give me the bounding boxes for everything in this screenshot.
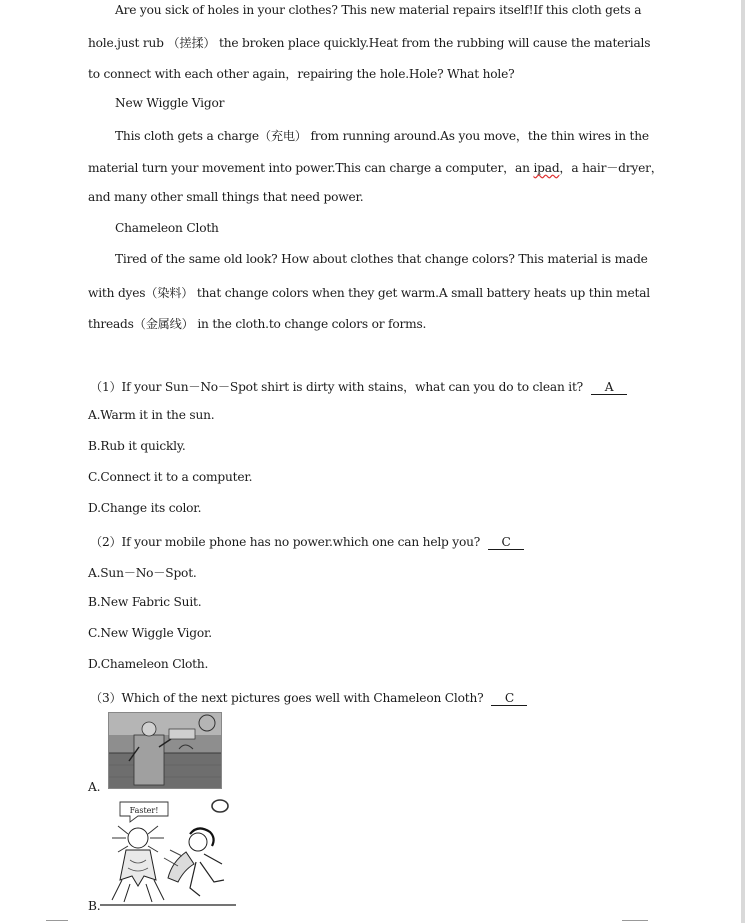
speech-text: Faster! <box>129 806 159 815</box>
option-d: D.Change its color. <box>88 501 202 515</box>
option-a: A. <box>88 780 101 794</box>
option-a: A.Warm it in the sun. <box>88 408 215 422</box>
picture-a-illustration <box>109 713 221 788</box>
option-b: B.Rub it quickly. <box>88 439 186 453</box>
page-corner-mark <box>622 920 648 921</box>
passage-line: to connect with each other again，repairing the hole.Hole? What hole? <box>88 67 515 81</box>
picture-b-illustration <box>100 798 236 906</box>
option-d: D.Chameleon Cloth. <box>88 657 209 671</box>
text-segment: ，a hair－dryer， <box>559 161 663 175</box>
question-stem <box>90 533 524 550</box>
passage-line: Are you sick of holes in your clothes? This new material repairs itself!If this cloth gets a <box>115 3 642 17</box>
question-text: （2）If your mobile phone has no power.which one can help you? <box>90 535 481 549</box>
question-text: （1）If your Sun－No－Spot shirt is dirty with stains，what can you do to clean it? <box>90 380 584 394</box>
passage-line: This cloth gets a charge（充电） from running around.As you move，the thin wires in the <box>115 129 649 143</box>
page-corner-mark <box>46 920 68 921</box>
section-heading: New Wiggle Vigor <box>115 96 225 110</box>
option-b: B.New Fabric Suit. <box>88 595 202 609</box>
answer-blank: C <box>488 536 524 550</box>
option-b: B. <box>88 899 101 913</box>
option-a: A.Sun－No－Spot. <box>88 566 197 580</box>
picture-a <box>108 712 222 789</box>
section-heading: Chameleon Cloth <box>115 221 219 235</box>
picture-b <box>100 798 236 906</box>
option-c: C.New Wiggle Vigor. <box>88 626 212 640</box>
text-segment: material turn your movement into power.This can charge a computer，an <box>88 161 534 175</box>
spellcheck-word: ipad <box>533 161 560 175</box>
passage-line: with dyes（染料） that change colors when they get warm.A small battery heats up thin metal <box>88 286 650 300</box>
page-edge <box>741 0 745 923</box>
passage-line: Tired of the same old look? How about clothes that change colors? This material is made <box>115 252 648 266</box>
passage-line: and many other small things that need power. <box>88 190 364 204</box>
question-stem <box>90 689 527 706</box>
question-stem <box>90 378 627 395</box>
option-c: C.Connect it to a computer. <box>88 470 253 484</box>
passage-line: hole.just rub （搓揉） the broken place quickly.Heat from the rubbing will cause the materials <box>88 36 651 50</box>
answer-blank: C <box>491 692 527 706</box>
question-text: （3）Which of the next pictures goes well with Chameleon Cloth? <box>90 691 484 705</box>
passage-line <box>88 159 663 176</box>
passage-line: threads（金属线） in the cloth.to change colors or forms. <box>88 317 427 331</box>
answer-blank: A <box>591 381 627 395</box>
